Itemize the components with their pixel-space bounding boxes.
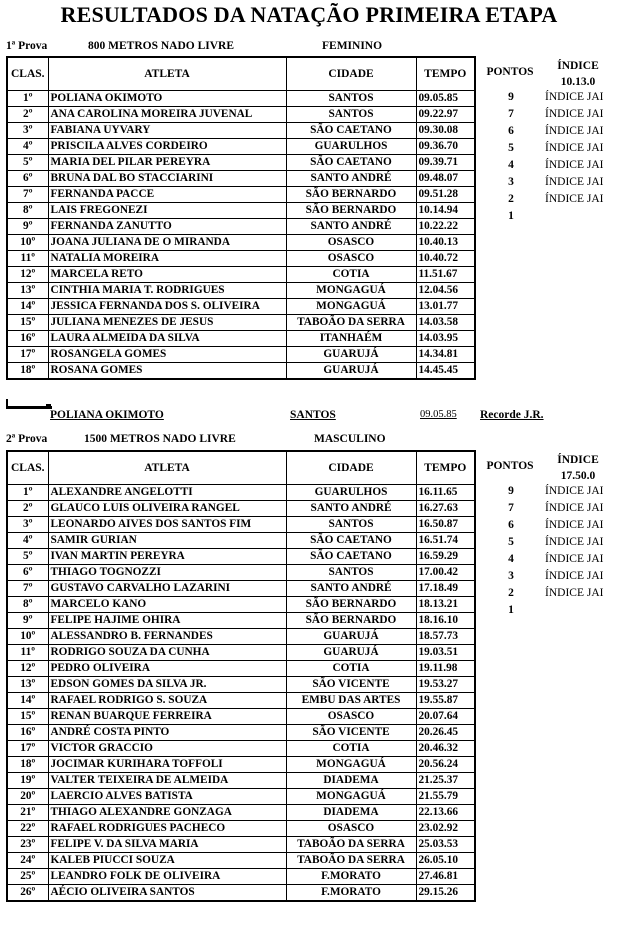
athlete-cell: GLAUCO LUIS OLIVEIRA RANGEL bbox=[48, 501, 286, 517]
indice-value: ÍNDICE JAI bbox=[545, 553, 604, 565]
points-value: 5 bbox=[508, 536, 514, 548]
points-value: 5 bbox=[508, 142, 514, 154]
time-cell: 09.05.85 bbox=[416, 91, 475, 107]
athlete-cell: ROSANA GOMES bbox=[48, 363, 286, 380]
city-cell: GUARULHOS bbox=[286, 485, 416, 501]
athlete-cell: RAFAEL RODRIGO S. SOUZA bbox=[48, 693, 286, 709]
time-cell: 29.15.26 bbox=[416, 885, 475, 902]
athlete-cell: THIAGO ALEXANDRE GONZAGA bbox=[48, 805, 286, 821]
city-cell: TABOÃO DA SERRA bbox=[286, 853, 416, 869]
table-row bbox=[7, 645, 475, 661]
rank-cell: 2º bbox=[7, 107, 48, 123]
city-cell: SÃO BERNARDO bbox=[286, 613, 416, 629]
table-row bbox=[7, 171, 475, 187]
athlete-cell: EDSON GOMES DA SILVA JR. bbox=[48, 677, 286, 693]
time-cell: 18.13.21 bbox=[416, 597, 475, 613]
city-cell: SÃO CAETANO bbox=[286, 549, 416, 565]
city-cell: SÃO VICENTE bbox=[286, 677, 416, 693]
table-row bbox=[7, 203, 475, 219]
event-2-indice-value: 17.50.0 bbox=[560, 470, 596, 482]
event-1-results-table bbox=[6, 56, 476, 380]
rank-cell: 6º bbox=[7, 171, 48, 187]
time-cell: 09.36.70 bbox=[416, 139, 475, 155]
event-1-distance: 800 METROS NADO LIVRE bbox=[88, 40, 235, 52]
rank-cell: 14º bbox=[7, 299, 48, 315]
table-row bbox=[7, 267, 475, 283]
athlete-cell: GUSTAVO CARVALHO LAZARINI bbox=[48, 581, 286, 597]
time-cell: 11.51.67 bbox=[416, 267, 475, 283]
city-cell: SÃO CAETANO bbox=[286, 155, 416, 171]
table-row bbox=[7, 501, 475, 517]
table-row bbox=[7, 219, 475, 235]
city-cell: MONGAGUÁ bbox=[286, 757, 416, 773]
rank-cell: 10º bbox=[7, 629, 48, 645]
athlete-cell: LAURA ALMEIDA DA SILVA bbox=[48, 331, 286, 347]
time-cell: 13.01.77 bbox=[416, 299, 475, 315]
city-cell: SANTO ANDRÉ bbox=[286, 501, 416, 517]
rank-cell: 24º bbox=[7, 853, 48, 869]
city-cell: GUARUJÁ bbox=[286, 347, 416, 363]
time-cell: 23.02.92 bbox=[416, 821, 475, 837]
record-label: Recorde J.R. bbox=[480, 409, 544, 421]
city-cell: OSASCO bbox=[286, 251, 416, 267]
city-cell: MONGAGUÁ bbox=[286, 789, 416, 805]
table-row bbox=[7, 853, 475, 869]
time-cell: 20.26.45 bbox=[416, 725, 475, 741]
event-1-indice-header bbox=[540, 58, 616, 90]
indice-value: ÍNDICE JAI bbox=[545, 176, 604, 188]
athlete-cell: JULIANA MENEZES DE JESUS bbox=[48, 315, 286, 331]
time-cell: 16.27.63 bbox=[416, 501, 475, 517]
athlete-cell: CINTHIA MARIA T. RODRIGUES bbox=[48, 283, 286, 299]
points-value: 7 bbox=[508, 108, 514, 120]
rank-cell: 19º bbox=[7, 773, 48, 789]
athlete-cell: JESSICA FERNANDA DOS S. OLIVEIRA bbox=[48, 299, 286, 315]
rank-cell: 7º bbox=[7, 581, 48, 597]
points-value: 1 bbox=[508, 210, 514, 222]
table-row bbox=[7, 155, 475, 171]
time-cell: 14.45.45 bbox=[416, 363, 475, 380]
rank-cell: 16º bbox=[7, 331, 48, 347]
event-2-category: MASCULINO bbox=[314, 433, 386, 445]
city-cell: F.MORATO bbox=[286, 885, 416, 902]
col-header-atleta: ATLETA bbox=[48, 451, 286, 485]
rank-cell: 18º bbox=[7, 757, 48, 773]
athlete-cell: SAMIR GURIAN bbox=[48, 533, 286, 549]
athlete-cell: ANDRÉ COSTA PINTO bbox=[48, 725, 286, 741]
table-row bbox=[7, 725, 475, 741]
city-cell: GUARUJÁ bbox=[286, 629, 416, 645]
table-row bbox=[7, 235, 475, 251]
city-cell: OSASCO bbox=[286, 821, 416, 837]
event-1-header bbox=[6, 40, 446, 54]
athlete-cell: RENAN BUARQUE FERREIRA bbox=[48, 709, 286, 725]
indice-value: ÍNDICE JAI bbox=[545, 159, 604, 171]
table-row bbox=[7, 837, 475, 853]
time-cell: 21.25.37 bbox=[416, 773, 475, 789]
event-2-indice-label: ÍNDICE bbox=[557, 454, 599, 466]
event-2-header bbox=[6, 433, 446, 447]
city-cell: MONGAGUÁ bbox=[286, 299, 416, 315]
event-2-indice-header bbox=[540, 452, 616, 484]
rank-cell: 20º bbox=[7, 789, 48, 805]
city-cell: DIADEMA bbox=[286, 805, 416, 821]
time-cell: 16.50.87 bbox=[416, 517, 475, 533]
rank-cell: 1º bbox=[7, 91, 48, 107]
table-row bbox=[7, 331, 475, 347]
athlete-cell: PRISCILA ALVES CORDEIRO bbox=[48, 139, 286, 155]
time-cell: 19.53.27 bbox=[416, 677, 475, 693]
city-cell: TABOÃO DA SERRA bbox=[286, 837, 416, 853]
time-cell: 10.40.72 bbox=[416, 251, 475, 267]
athlete-cell: LAIS FREGONEZI bbox=[48, 203, 286, 219]
rank-cell: 4º bbox=[7, 139, 48, 155]
indice-value: ÍNDICE JAI bbox=[545, 570, 604, 582]
city-cell: SANTOS bbox=[286, 91, 416, 107]
time-cell: 09.48.07 bbox=[416, 171, 475, 187]
table-row bbox=[7, 91, 475, 107]
table-row bbox=[7, 549, 475, 565]
time-cell: 17.18.49 bbox=[416, 581, 475, 597]
record-time: 09.05.85 bbox=[420, 409, 457, 420]
rank-cell: 2º bbox=[7, 501, 48, 517]
indice-value: ÍNDICE JAI bbox=[545, 193, 604, 205]
athlete-cell: FERNANDA ZANUTTO bbox=[48, 219, 286, 235]
time-cell: 09.22.97 bbox=[416, 107, 475, 123]
athlete-cell: FABIANA UYVARY bbox=[48, 123, 286, 139]
table-row bbox=[7, 485, 475, 501]
table-header-row bbox=[7, 451, 475, 485]
col-header-tempo: TEMPO bbox=[416, 57, 475, 91]
rank-cell: 1º bbox=[7, 485, 48, 501]
points-value: 6 bbox=[508, 125, 514, 137]
athlete-cell: LAERCIO ALVES BATISTA bbox=[48, 789, 286, 805]
athlete-cell: PEDRO OLIVEIRA bbox=[48, 661, 286, 677]
rank-cell: 8º bbox=[7, 203, 48, 219]
table-row bbox=[7, 821, 475, 837]
city-cell: EMBU DAS ARTES bbox=[286, 693, 416, 709]
table-row bbox=[7, 315, 475, 331]
rank-cell: 12º bbox=[7, 661, 48, 677]
rank-cell: 9º bbox=[7, 219, 48, 235]
indice-value: ÍNDICE JAI bbox=[545, 125, 604, 137]
time-cell: 09.39.71 bbox=[416, 155, 475, 171]
record-city: SANTOS bbox=[290, 409, 336, 421]
city-cell: SÃO BERNARDO bbox=[286, 187, 416, 203]
time-cell: 10.22.22 bbox=[416, 219, 475, 235]
city-cell: SANTOS bbox=[286, 517, 416, 533]
time-cell: 16.59.29 bbox=[416, 549, 475, 565]
athlete-cell: ALEXANDRE ANGELOTTI bbox=[48, 485, 286, 501]
rank-cell: 7º bbox=[7, 187, 48, 203]
time-cell: 14.03.95 bbox=[416, 331, 475, 347]
city-cell: TABOÃO DA SERRA bbox=[286, 315, 416, 331]
city-cell: SANTO ANDRÉ bbox=[286, 171, 416, 187]
indice-value: ÍNDICE JAI bbox=[545, 519, 604, 531]
indice-value: ÍNDICE JAI bbox=[545, 587, 604, 599]
city-cell: COTIA bbox=[286, 741, 416, 757]
rank-cell: 21º bbox=[7, 805, 48, 821]
rank-cell: 5º bbox=[7, 549, 48, 565]
time-cell: 10.40.13 bbox=[416, 235, 475, 251]
col-header-atleta: ATLETA bbox=[48, 57, 286, 91]
record-athlete: POLIANA OKIMOTO bbox=[50, 409, 164, 421]
city-cell: SANTO ANDRÉ bbox=[286, 219, 416, 235]
rank-cell: 6º bbox=[7, 565, 48, 581]
athlete-cell: NATALIA MOREIRA bbox=[48, 251, 286, 267]
city-cell: SÃO BERNARDO bbox=[286, 203, 416, 219]
table-row bbox=[7, 533, 475, 549]
city-cell: GUARULHOS bbox=[286, 139, 416, 155]
event-1-prova: 1ª Prova bbox=[6, 40, 48, 52]
table-row bbox=[7, 789, 475, 805]
points-value: 2 bbox=[508, 587, 514, 599]
athlete-cell: RAFAEL RODRIGUES PACHECO bbox=[48, 821, 286, 837]
table-row bbox=[7, 597, 475, 613]
event-1-pontos-header: PONTOS bbox=[486, 66, 534, 78]
rank-cell: 11º bbox=[7, 645, 48, 661]
rank-cell: 18º bbox=[7, 363, 48, 380]
rank-cell: 8º bbox=[7, 597, 48, 613]
athlete-cell: RODRIGO SOUZA DA CUNHA bbox=[48, 645, 286, 661]
time-cell: 26.05.10 bbox=[416, 853, 475, 869]
time-cell: 16.51.74 bbox=[416, 533, 475, 549]
city-cell: COTIA bbox=[286, 661, 416, 677]
time-cell: 20.56.24 bbox=[416, 757, 475, 773]
table-row bbox=[7, 885, 475, 902]
rank-cell: 23º bbox=[7, 837, 48, 853]
athlete-cell: MARIA DEL PILAR PEREYRA bbox=[48, 155, 286, 171]
rank-cell: 17º bbox=[7, 741, 48, 757]
time-cell: 18.16.10 bbox=[416, 613, 475, 629]
time-cell: 09.30.08 bbox=[416, 123, 475, 139]
city-cell: DIADEMA bbox=[286, 773, 416, 789]
city-cell: GUARUJÁ bbox=[286, 645, 416, 661]
table-row bbox=[7, 741, 475, 757]
athlete-cell: LEONARDO AIVES DOS SANTOS FIM bbox=[48, 517, 286, 533]
col-header-tempo: TEMPO bbox=[416, 451, 475, 485]
col-header-cidade: CIDADE bbox=[286, 57, 416, 91]
table-row bbox=[7, 693, 475, 709]
city-cell: SÃO BERNARDO bbox=[286, 597, 416, 613]
athlete-cell: FERNANDA PACCE bbox=[48, 187, 286, 203]
table-row bbox=[7, 757, 475, 773]
event-1-category: FEMININO bbox=[322, 40, 383, 52]
rank-cell: 26º bbox=[7, 885, 48, 902]
table-row bbox=[7, 283, 475, 299]
city-cell: SANTOS bbox=[286, 565, 416, 581]
col-header-clas: CLAS. bbox=[7, 451, 48, 485]
city-cell: ITANHAÉM bbox=[286, 331, 416, 347]
athlete-cell: LEANDRO FOLK DE OLIVEIRA bbox=[48, 869, 286, 885]
athlete-cell: ANA CAROLINA MOREIRA JUVENAL bbox=[48, 107, 286, 123]
city-cell: OSASCO bbox=[286, 235, 416, 251]
athlete-cell: VICTOR GRACCIO bbox=[48, 741, 286, 757]
city-cell: SÃO VICENTE bbox=[286, 725, 416, 741]
col-header-cidade: CIDADE bbox=[286, 451, 416, 485]
table-row bbox=[7, 805, 475, 821]
table-row bbox=[7, 107, 475, 123]
table-row bbox=[7, 869, 475, 885]
athlete-cell: ROSANGELA GOMES bbox=[48, 347, 286, 363]
table-row bbox=[7, 517, 475, 533]
rank-cell: 3º bbox=[7, 517, 48, 533]
table-row bbox=[7, 187, 475, 203]
athlete-cell: FELIPE V. DA SILVA MARIA bbox=[48, 837, 286, 853]
table-row bbox=[7, 123, 475, 139]
time-cell: 20.46.32 bbox=[416, 741, 475, 757]
time-cell: 20.07.64 bbox=[416, 709, 475, 725]
time-cell: 19.11.98 bbox=[416, 661, 475, 677]
table-header-row bbox=[7, 57, 475, 91]
time-cell: 19.03.51 bbox=[416, 645, 475, 661]
col-header-clas: CLAS. bbox=[7, 57, 48, 91]
athlete-cell: KALEB PIUCCI SOUZA bbox=[48, 853, 286, 869]
athlete-cell: THIAGO TOGNOZZI bbox=[48, 565, 286, 581]
rank-cell: 10º bbox=[7, 235, 48, 251]
event-1-record-line bbox=[6, 409, 566, 423]
time-cell: 22.13.66 bbox=[416, 805, 475, 821]
time-cell: 21.55.79 bbox=[416, 789, 475, 805]
points-value: 4 bbox=[508, 159, 514, 171]
event-1-indice-label: ÍNDICE bbox=[557, 60, 599, 72]
rank-cell: 14º bbox=[7, 693, 48, 709]
athlete-cell: IVAN MARTIN PEREYRA bbox=[48, 549, 286, 565]
athlete-cell: JOANA JULIANA DE O MIRANDA bbox=[48, 235, 286, 251]
time-cell: 10.14.94 bbox=[416, 203, 475, 219]
event-2-distance: 1500 METROS NADO LIVRE bbox=[84, 433, 236, 445]
time-cell: 14.34.81 bbox=[416, 347, 475, 363]
event-2-results-table bbox=[6, 450, 476, 902]
athlete-cell: MARCELA RETO bbox=[48, 267, 286, 283]
time-cell: 12.04.56 bbox=[416, 283, 475, 299]
page-title: RESULTADOS DA NATAÇÃO PRIMEIRA ETAPA bbox=[60, 2, 558, 27]
points-value: 9 bbox=[508, 91, 514, 103]
rank-cell: 16º bbox=[7, 725, 48, 741]
rank-cell: 17º bbox=[7, 347, 48, 363]
table-row bbox=[7, 709, 475, 725]
rank-cell: 13º bbox=[7, 677, 48, 693]
city-cell: SANTO ANDRÉ bbox=[286, 581, 416, 597]
athlete-cell: MARCELO KANO bbox=[48, 597, 286, 613]
table-row bbox=[7, 299, 475, 315]
table-row bbox=[7, 347, 475, 363]
rank-cell: 9º bbox=[7, 613, 48, 629]
city-cell: OSASCO bbox=[286, 709, 416, 725]
points-value: 6 bbox=[508, 519, 514, 531]
indice-value: ÍNDICE JAI bbox=[545, 502, 604, 514]
points-value: 9 bbox=[508, 485, 514, 497]
time-cell: 27.46.81 bbox=[416, 869, 475, 885]
athlete-cell: VALTER TEIXEIRA DE ALMEIDA bbox=[48, 773, 286, 789]
athlete-cell: ALESSANDRO B. FERNANDES bbox=[48, 629, 286, 645]
indice-value: ÍNDICE JAI bbox=[545, 536, 604, 548]
time-cell: 09.51.28 bbox=[416, 187, 475, 203]
points-value: 2 bbox=[508, 193, 514, 205]
city-cell: MONGAGUÁ bbox=[286, 283, 416, 299]
table-row bbox=[7, 773, 475, 789]
city-cell: SÃO CAETANO bbox=[286, 123, 416, 139]
athlete-cell: BRUNA DAL BO STACCIARINI bbox=[48, 171, 286, 187]
event-1-indice-value: 10.13.0 bbox=[560, 76, 596, 88]
athlete-cell: JOCIMAR KURIHARA TOFFOLI bbox=[48, 757, 286, 773]
table-row bbox=[7, 565, 475, 581]
time-cell: 25.03.53 bbox=[416, 837, 475, 853]
time-cell: 18.57.73 bbox=[416, 629, 475, 645]
table-row bbox=[7, 677, 475, 693]
table-row bbox=[7, 251, 475, 267]
rank-cell: 15º bbox=[7, 315, 48, 331]
rank-cell: 12º bbox=[7, 267, 48, 283]
table-row bbox=[7, 363, 475, 380]
time-cell: 14.03.58 bbox=[416, 315, 475, 331]
event-2-pontos-header: PONTOS bbox=[486, 460, 534, 472]
athlete-cell: AÉCIO OLIVEIRA SANTOS bbox=[48, 885, 286, 902]
rank-cell: 5º bbox=[7, 155, 48, 171]
table-row bbox=[7, 613, 475, 629]
city-cell: F.MORATO bbox=[286, 869, 416, 885]
points-value: 4 bbox=[508, 553, 514, 565]
city-cell: COTIA bbox=[286, 267, 416, 283]
rank-cell: 4º bbox=[7, 533, 48, 549]
rank-cell: 15º bbox=[7, 709, 48, 725]
points-value: 7 bbox=[508, 502, 514, 514]
athlete-cell: POLIANA OKIMOTO bbox=[48, 91, 286, 107]
time-cell: 17.00.42 bbox=[416, 565, 475, 581]
table-row bbox=[7, 629, 475, 645]
rank-cell: 11º bbox=[7, 251, 48, 267]
rank-cell: 25º bbox=[7, 869, 48, 885]
time-cell: 19.55.87 bbox=[416, 693, 475, 709]
city-cell: SANTOS bbox=[286, 107, 416, 123]
indice-value: ÍNDICE JAI bbox=[545, 108, 604, 120]
city-cell: SÃO CAETANO bbox=[286, 533, 416, 549]
table-row bbox=[7, 139, 475, 155]
rank-cell: 13º bbox=[7, 283, 48, 299]
indice-value: ÍNDICE JAI bbox=[545, 91, 604, 103]
city-cell: GUARUJÁ bbox=[286, 363, 416, 380]
athlete-cell: FELIPE HAJIME OHIRA bbox=[48, 613, 286, 629]
table-row bbox=[7, 661, 475, 677]
rank-cell: 22º bbox=[7, 821, 48, 837]
table-row bbox=[7, 581, 475, 597]
event-2-prova: 2ª Prova bbox=[6, 433, 48, 445]
rank-cell: 3º bbox=[7, 123, 48, 139]
indice-value: ÍNDICE JAI bbox=[545, 485, 604, 497]
indice-value: ÍNDICE JAI bbox=[545, 142, 604, 154]
time-cell: 16.11.65 bbox=[416, 485, 475, 501]
points-value: 3 bbox=[508, 176, 514, 188]
points-value: 3 bbox=[508, 570, 514, 582]
points-value: 1 bbox=[508, 604, 514, 616]
